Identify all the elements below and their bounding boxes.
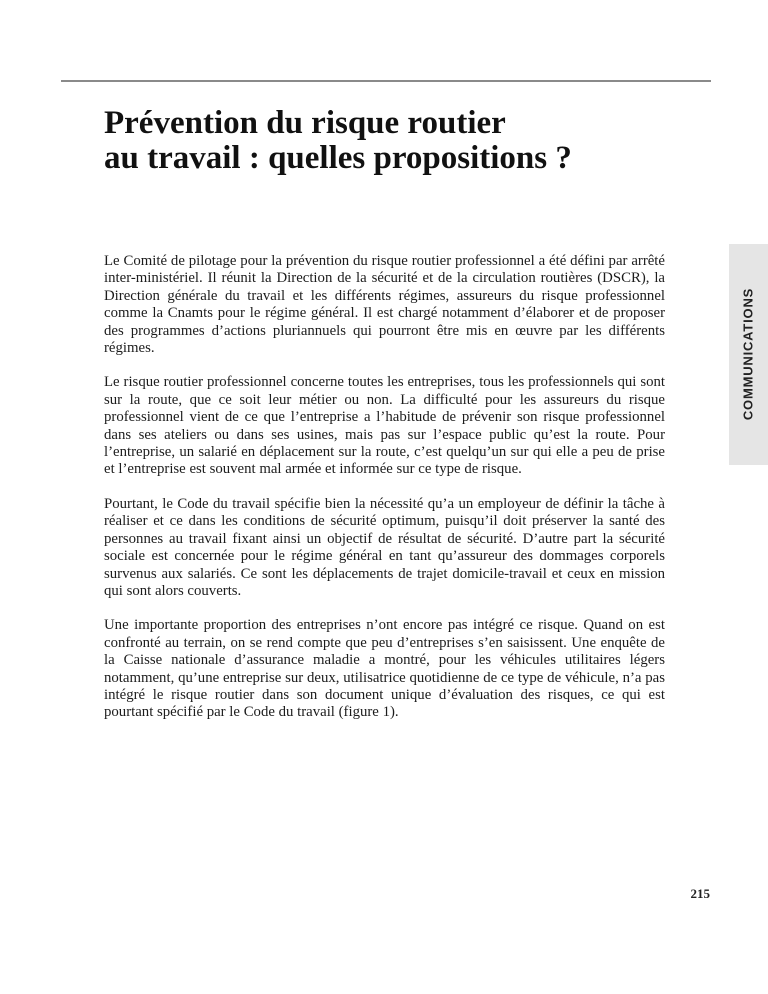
- article-body: [104, 253, 665, 739]
- section-tab-label: COMMUNICATIONS: [740, 287, 756, 421]
- body-paragraph-4: Une importante proportion des entreprises n’ont encore pas intégré ce risque. Quand on est confronté au terrain, on se rend compte que peu d’entreprises s’en saisissent. Une enquête de la Caisse nationale d’assurance maladie a montré, pour les véhicules utilitaires légers notamment, qu’une entreprise sur deux, utilisatrice quotidienne de ce type de véhicule, n’a pas intégré le risque routier dans son document unique d’évaluation des risques, ce qui est pourtant spécifié par le Code du travail (figure 1).: [104, 617, 665, 721]
- body-paragraph-3: Pourtant, le Code du travail spécifie bien la nécessité qu’a un employeur de définir la tâche à réaliser et ce dans les conditions de sécurité optimum, puisqu’il doit préserver la santé des personnes au travail fixant ainsi un objectif de résultat de sécurité. D’autre part la sécurité sociale est concernée pour le régime général en tant qu’assureur des dommages corporels survenus aux salariés. Ce sont les déplacements de trajet domicile-travail et ceux en mission qui sont alors couverts.: [104, 495, 665, 599]
- article-title: [104, 106, 704, 176]
- body-paragraph-2: Le risque routier professionnel concerne toutes les entreprises, tous les professionnels qui sont sur la route, que ce soit leur métier ou non. La difficulté pour les assureurs du risque professionnel vient de ce que l’entreprise a l’habitude de prévenir son risque professionnel dans ses ateliers ou dans ses usines, mais pas sur l’espace public qu’est la route. Pour l’entreprise, un salarié en déplacement sur la route, c’est quelqu’un sur qui elle a peu de prise et l’entreprise est souvent mal armée et informée sur ce type de risque.: [104, 374, 665, 478]
- body-paragraph-1: Le Comité de pilotage pour la prévention du risque routier professionnel a été défini par arrêté inter-ministériel. Il réunit la Direction de la sécurité et de la circulation routières (DSCR), la Direction générale du travail et les différents régimes, assureurs du risque professionnel comme la Cnamts pour le régime général. Il est chargé notamment d’élaborer et de proposer des programmes d’actions pluriannuels qui pourront être mis en œuvre par les différents régimes.: [104, 253, 665, 357]
- section-side-tab: [729, 244, 768, 465]
- article-title-line-1: Prévention du risque routier: [104, 105, 506, 141]
- page-number: 215: [690, 886, 710, 901]
- article-title-line-2: au travail : quelles propositions ?: [104, 140, 572, 176]
- header-rule: [61, 80, 711, 82]
